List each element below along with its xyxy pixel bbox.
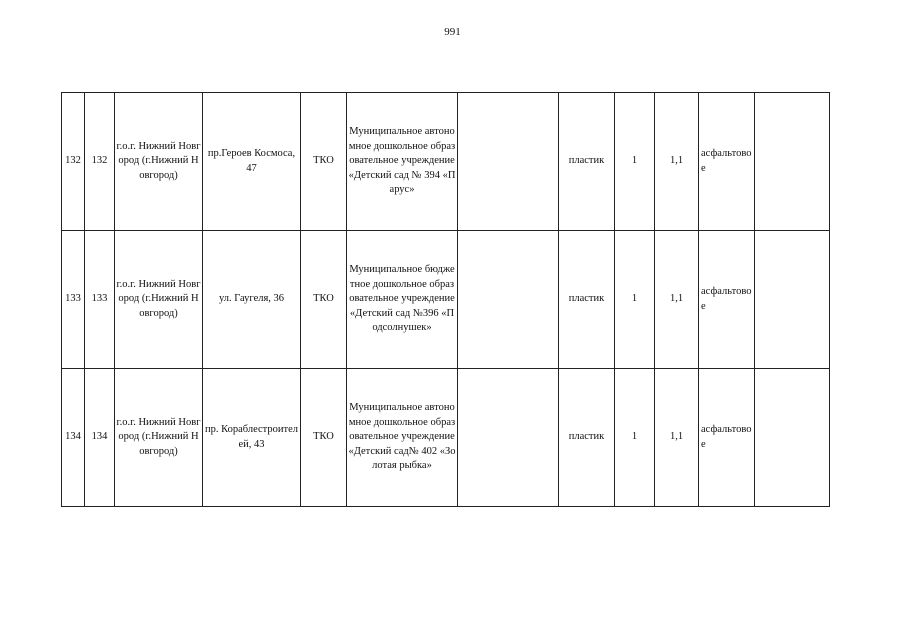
cell-address: пр. Кораблестроителей, 43	[203, 369, 301, 507]
cell-note	[755, 369, 830, 507]
cell-container-count: 1	[615, 231, 655, 369]
cell-object-id: 134	[85, 369, 115, 507]
cell-container-volume: 1,1	[655, 93, 699, 231]
cell-container-material: пластик	[559, 369, 615, 507]
records-table	[61, 92, 830, 507]
cell-surface-type: асфальтовое	[699, 231, 755, 369]
cell-object-id: 133	[85, 231, 115, 369]
cell-container-volume: 1,1	[655, 231, 699, 369]
cell-municipality: г.о.г. Нижний Новгород (г.Нижний Новгород)	[115, 93, 203, 231]
cell-empty	[458, 93, 559, 231]
cell-row-number: 134	[62, 369, 85, 507]
cell-municipality: г.о.г. Нижний Новгород (г.Нижний Новгород)	[115, 231, 203, 369]
page-number: 991	[444, 26, 461, 38]
cell-waste-type: ТКО	[301, 93, 347, 231]
cell-row-number: 132	[62, 93, 85, 231]
cell-address: ул. Гаугеля, 36	[203, 231, 301, 369]
cell-object-id: 132	[85, 93, 115, 231]
cell-container-material: пластик	[559, 93, 615, 231]
cell-empty	[458, 231, 559, 369]
cell-container-count: 1	[615, 93, 655, 231]
table-row	[62, 369, 830, 507]
cell-surface-type: асфальтовое	[699, 93, 755, 231]
cell-organization: Муниципальное бюджетное дошкольное образовательное учреждение «Детский сад №396 «Подсолнушек»	[347, 231, 458, 369]
cell-row-number: 133	[62, 231, 85, 369]
cell-organization: Муниципальное автономное дошкольное образовательное учреждение «Детский сад № 394 «Парус»	[347, 93, 458, 231]
cell-container-count: 1	[615, 369, 655, 507]
table-row	[62, 93, 830, 231]
cell-municipality: г.о.г. Нижний Новгород (г.Нижний Новгород)	[115, 369, 203, 507]
table-row	[62, 231, 830, 369]
records-table-body	[62, 93, 830, 507]
cell-container-material: пластик	[559, 231, 615, 369]
cell-organization: Муниципальное автономное дошкольное образовательное учреждение «Детский сад№ 402 «Золотая рыбка»	[347, 369, 458, 507]
cell-surface-type: асфальтовое	[699, 369, 755, 507]
cell-waste-type: ТКО	[301, 231, 347, 369]
cell-empty	[458, 369, 559, 507]
cell-note	[755, 93, 830, 231]
cell-container-volume: 1,1	[655, 369, 699, 507]
cell-waste-type: ТКО	[301, 369, 347, 507]
cell-address: пр.Героев Космоса, 47	[203, 93, 301, 231]
cell-note	[755, 231, 830, 369]
